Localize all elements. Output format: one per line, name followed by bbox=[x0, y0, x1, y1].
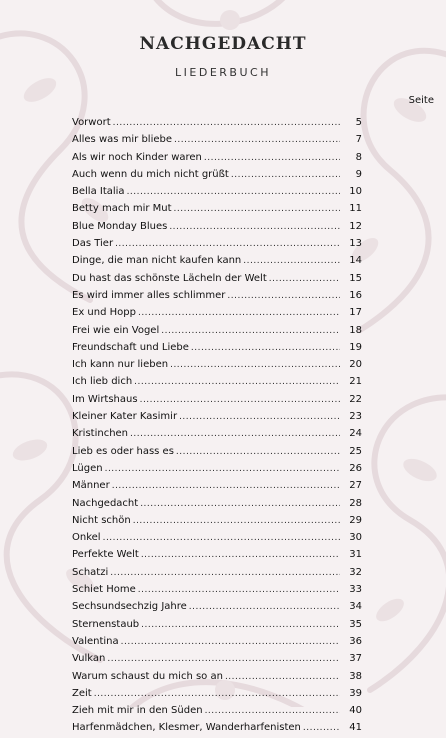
toc-entry-page: 14 bbox=[349, 255, 362, 267]
toc-entry-title: Schatzi bbox=[72, 566, 109, 578]
toc-entry-page: 7 bbox=[355, 134, 362, 146]
toc-entry-title: Bella Italia bbox=[72, 186, 125, 198]
toc-entry[interactable] bbox=[72, 166, 362, 183]
toc-entry[interactable] bbox=[72, 564, 362, 581]
toc-entry-title: Harfenmädchen, Klesmer, Wanderharfenisten bbox=[72, 722, 301, 734]
dot-leader bbox=[141, 547, 340, 564]
toc-entry-title: Vorwort bbox=[72, 117, 111, 128]
toc-entry-title: Blue Monday Blues bbox=[72, 220, 168, 232]
toc-entry-page: 34 bbox=[349, 601, 362, 613]
toc-entry[interactable] bbox=[72, 356, 362, 373]
toc-entry[interactable] bbox=[72, 391, 362, 408]
toc-entry[interactable] bbox=[72, 598, 362, 615]
toc-entry[interactable] bbox=[72, 495, 362, 512]
toc-entry[interactable] bbox=[72, 512, 362, 529]
toc-entry[interactable] bbox=[72, 477, 362, 494]
dot-leader bbox=[94, 686, 340, 703]
dot-leader bbox=[121, 634, 340, 651]
dot-leader bbox=[112, 478, 340, 495]
dot-leader bbox=[205, 703, 340, 720]
toc-entry-page: 5 bbox=[355, 117, 362, 128]
dot-leader bbox=[231, 167, 340, 184]
toc-entry[interactable] bbox=[72, 460, 362, 477]
toc-entry[interactable] bbox=[72, 218, 362, 235]
toc-entry-page: 12 bbox=[349, 220, 362, 232]
dot-leader bbox=[170, 357, 340, 374]
toc-entry-page: 26 bbox=[349, 462, 362, 474]
toc-entry-title: Perfekte Welt bbox=[72, 549, 139, 561]
toc-entry-page: 25 bbox=[349, 445, 362, 457]
toc-entry[interactable] bbox=[72, 581, 362, 598]
toc-entry[interactable] bbox=[72, 287, 362, 304]
toc-entry-title: Kleiner Kater Kasimir bbox=[72, 411, 178, 423]
toc-entry-page: 41 bbox=[349, 722, 362, 734]
dot-leader bbox=[191, 340, 340, 357]
toc-entry-page: 16 bbox=[349, 289, 362, 301]
page-column-label: Seite bbox=[408, 95, 434, 106]
toc-entry[interactable] bbox=[72, 650, 362, 667]
toc-entry[interactable] bbox=[72, 270, 362, 287]
dot-leader bbox=[179, 409, 340, 426]
dot-leader bbox=[130, 426, 340, 443]
dot-leader bbox=[204, 150, 340, 167]
toc-entry-title: Betty mach mir Mut bbox=[72, 203, 172, 215]
toc-entry-page: 13 bbox=[349, 238, 362, 250]
toc-entry[interactable] bbox=[72, 685, 362, 702]
dot-leader bbox=[105, 461, 340, 478]
toc-entry-page: 18 bbox=[349, 324, 362, 336]
dot-leader bbox=[127, 184, 340, 201]
toc-entry-title: Lügen bbox=[72, 462, 103, 474]
toc-entry-page: 20 bbox=[349, 359, 362, 371]
toc-entry-title: Frei wie ein Vogel bbox=[72, 324, 160, 336]
dot-leader bbox=[243, 253, 340, 270]
toc-entry-page: 28 bbox=[349, 497, 362, 509]
toc-entry-title: Lieb es oder hass es bbox=[72, 445, 174, 457]
toc-entry-page: 21 bbox=[349, 376, 362, 388]
toc-entry[interactable] bbox=[72, 252, 362, 269]
toc-entry-title: Sternenstaub bbox=[72, 618, 140, 630]
toc-entry-title: Männer bbox=[72, 480, 110, 492]
toc-entry-title: Ex und Hopp bbox=[72, 307, 136, 319]
toc-entry-title: Kristinchen bbox=[72, 428, 129, 440]
toc-entry-page: 33 bbox=[349, 584, 362, 596]
toc-entry[interactable] bbox=[72, 633, 362, 650]
toc-entry-page: 11 bbox=[349, 203, 362, 215]
dot-leader bbox=[140, 496, 340, 513]
toc-entry[interactable] bbox=[72, 131, 362, 148]
toc-entry-title: Ich lieb dich bbox=[72, 376, 133, 388]
dot-leader bbox=[113, 115, 340, 132]
dot-leader bbox=[138, 305, 340, 322]
table-of-contents bbox=[72, 114, 362, 737]
toc-entry-page: 35 bbox=[349, 618, 362, 630]
toc-entry-page: 38 bbox=[349, 670, 362, 682]
toc-entry[interactable] bbox=[72, 149, 362, 166]
toc-entry-title: Dinge, die man nicht kaufen kann bbox=[72, 255, 242, 267]
dot-leader bbox=[174, 201, 340, 218]
toc-entry-page: 9 bbox=[355, 168, 362, 180]
toc-entry[interactable] bbox=[72, 616, 362, 633]
dot-leader bbox=[161, 323, 340, 340]
toc-entry-page: 30 bbox=[349, 532, 362, 544]
toc-entry-page: 31 bbox=[349, 549, 362, 561]
toc-entry-page: 19 bbox=[349, 341, 362, 353]
toc-entry[interactable] bbox=[72, 719, 362, 736]
book-title: NACHGEDACHT bbox=[139, 34, 307, 54]
toc-entry[interactable] bbox=[72, 235, 362, 252]
toc-entry-title: Onkel bbox=[72, 532, 101, 544]
toc-entry-title: Nachgedacht bbox=[72, 497, 139, 509]
toc-entry-title: Auch wenn du mich nicht grüßt bbox=[72, 168, 229, 180]
toc-entry-page: 22 bbox=[349, 393, 362, 405]
toc-entry[interactable] bbox=[72, 702, 362, 719]
toc-entry-page: 10 bbox=[349, 186, 362, 198]
dot-leader bbox=[174, 132, 340, 149]
toc-entry-page: 17 bbox=[349, 307, 362, 319]
toc-entry-title: Du hast das schönste Lächeln der Welt bbox=[72, 272, 267, 284]
dot-leader bbox=[176, 444, 340, 461]
toc-entry[interactable] bbox=[72, 373, 362, 390]
toc-entry[interactable] bbox=[72, 443, 362, 460]
toc-entry-page: 8 bbox=[355, 151, 362, 163]
dot-leader bbox=[169, 219, 340, 236]
toc-entry-page: 15 bbox=[349, 272, 362, 284]
toc-entry-title: Sechsundsechzig Jahre bbox=[72, 601, 187, 613]
toc-entry-title: Ich kann nur lieben bbox=[72, 359, 169, 371]
dot-leader bbox=[140, 392, 340, 409]
toc-entry-page: 23 bbox=[349, 411, 362, 423]
dot-leader bbox=[110, 565, 340, 582]
dot-leader bbox=[107, 651, 340, 668]
dot-leader bbox=[303, 720, 340, 737]
toc-entry[interactable] bbox=[72, 304, 362, 321]
dot-leader bbox=[133, 513, 340, 530]
toc-entry[interactable] bbox=[72, 200, 362, 217]
toc-entry-title: Freundschaft und Liebe bbox=[72, 341, 189, 353]
dot-leader bbox=[134, 374, 340, 391]
toc-entry-title: Zeit bbox=[72, 687, 92, 699]
toc-entry-title: Es wird immer alles schlimmer bbox=[72, 289, 226, 301]
toc-entry-page: 29 bbox=[349, 514, 362, 526]
toc-entry-page: 37 bbox=[349, 653, 362, 665]
toc-entry-title: Vulkan bbox=[72, 653, 106, 665]
toc-entry-title: Im Wirtshaus bbox=[72, 393, 138, 405]
toc-entry-title: Alles was mir bliebe bbox=[72, 134, 172, 146]
toc-entry[interactable] bbox=[72, 668, 362, 685]
toc-entry-page: 36 bbox=[349, 635, 362, 647]
toc-entry[interactable] bbox=[72, 529, 362, 546]
toc-entry-page: 27 bbox=[349, 480, 362, 492]
toc-entry-title: Nicht schön bbox=[72, 514, 131, 526]
dot-leader bbox=[269, 271, 340, 288]
toc-entry[interactable] bbox=[72, 114, 362, 131]
dot-leader bbox=[189, 599, 340, 616]
dot-leader bbox=[115, 236, 340, 253]
toc-entry[interactable] bbox=[72, 339, 362, 356]
book-subtitle: LIEDERBUCH bbox=[175, 66, 271, 79]
toc-entry-title: Zieh mit mir in den Süden bbox=[72, 705, 203, 717]
toc-entry-title: Das Tier bbox=[72, 238, 114, 250]
dot-leader bbox=[138, 582, 340, 599]
toc-entry-title: Als wir noch Kinder waren bbox=[72, 151, 202, 163]
dot-leader bbox=[103, 530, 340, 547]
toc-entry[interactable] bbox=[72, 322, 362, 339]
toc-entry-title: Valentina bbox=[72, 635, 119, 647]
toc-entry[interactable] bbox=[72, 425, 362, 442]
toc-entry-page: 24 bbox=[349, 428, 362, 440]
toc-entry[interactable] bbox=[72, 408, 362, 425]
dot-leader bbox=[141, 617, 340, 634]
dot-leader bbox=[227, 288, 340, 305]
toc-entry-page: 40 bbox=[349, 705, 362, 717]
toc-entry[interactable] bbox=[72, 546, 362, 563]
toc-entry-page: 39 bbox=[349, 687, 362, 699]
toc-entry-title: Warum schaust du mich so an bbox=[72, 670, 223, 682]
toc-entry-title: Schiet Home bbox=[72, 584, 136, 596]
toc-entry[interactable] bbox=[72, 183, 362, 200]
dot-leader bbox=[225, 669, 340, 686]
toc-entry-page: 32 bbox=[349, 566, 362, 578]
